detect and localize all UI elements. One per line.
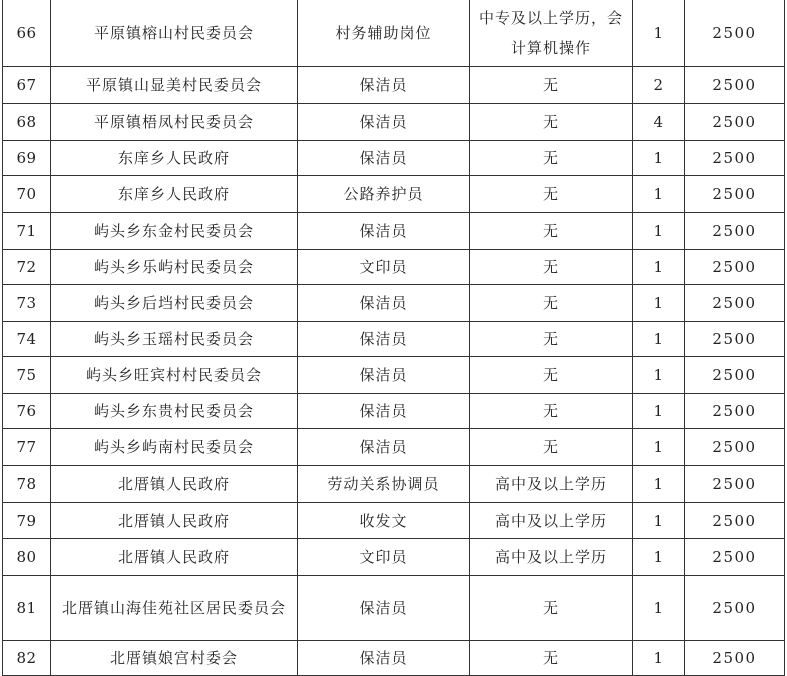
cell-requirement: 无	[470, 104, 633, 141]
cell-salary: 2500	[685, 285, 785, 322]
table-row	[3, 104, 785, 141]
cell-number: 66	[3, 0, 51, 67]
cell-requirement: 无	[470, 357, 633, 394]
cell-position: 保洁员	[298, 67, 470, 104]
cell-number: 76	[3, 394, 51, 429]
cell-position: 文印员	[298, 539, 470, 576]
cell-requirement: 无	[470, 67, 633, 104]
cell-salary: 2500	[685, 176, 785, 213]
cell-position: 保洁员	[298, 141, 470, 176]
cell-count: 1	[633, 176, 685, 213]
cell-position: 村务辅助岗位	[298, 0, 470, 67]
cell-requirement: 无	[470, 576, 633, 641]
cell-salary: 2500	[685, 394, 785, 429]
cell-number: 79	[3, 503, 51, 539]
cell-requirement: 无	[470, 250, 633, 285]
cell-unit: 平原镇山显美村民委员会	[51, 67, 298, 104]
cell-unit: 北厝镇人民政府	[51, 539, 298, 576]
cell-salary: 2500	[685, 357, 785, 394]
cell-unit: 屿头乡东金村民委员会	[51, 213, 298, 250]
cell-position: 文印员	[298, 250, 470, 285]
recruitment-table	[2, 0, 785, 676]
cell-requirement: 高中及以上学历	[470, 539, 633, 576]
cell-count: 1	[633, 394, 685, 429]
cell-position: 保洁员	[298, 357, 470, 394]
cell-requirement: 无	[470, 213, 633, 250]
cell-requirement: 中专及以上学历，会计算机操作	[470, 0, 633, 67]
cell-number: 82	[3, 641, 51, 676]
table-row	[3, 576, 785, 641]
cell-salary: 2500	[685, 429, 785, 466]
cell-salary: 2500	[685, 576, 785, 641]
cell-requirement: 无	[470, 394, 633, 429]
table-row	[3, 503, 785, 539]
cell-position: 保洁员	[298, 322, 470, 357]
cell-position: 保洁员	[298, 285, 470, 322]
cell-count: 1	[633, 0, 685, 67]
table-body	[3, 0, 785, 676]
cell-salary: 2500	[685, 503, 785, 539]
cell-count: 1	[633, 503, 685, 539]
cell-unit: 东庠乡人民政府	[51, 176, 298, 213]
cell-position: 保洁员	[298, 213, 470, 250]
cell-number: 68	[3, 104, 51, 141]
table-row	[3, 429, 785, 466]
cell-salary: 2500	[685, 67, 785, 104]
cell-position: 保洁员	[298, 576, 470, 641]
cell-requirement: 无	[470, 429, 633, 466]
cell-position: 劳动关系协调员	[298, 466, 470, 503]
cell-number: 71	[3, 213, 51, 250]
cell-salary: 2500	[685, 250, 785, 285]
cell-unit: 屿头乡屿南村民委员会	[51, 429, 298, 466]
cell-unit: 屿头乡旺宾村村民委员会	[51, 357, 298, 394]
table-row	[3, 213, 785, 250]
table-row	[3, 176, 785, 213]
cell-number: 70	[3, 176, 51, 213]
table-row	[3, 322, 785, 357]
cell-count: 4	[633, 104, 685, 141]
cell-count: 1	[633, 322, 685, 357]
cell-count: 2	[633, 67, 685, 104]
table-row	[3, 357, 785, 394]
cell-number: 72	[3, 250, 51, 285]
table-row	[3, 141, 785, 176]
cell-count: 1	[633, 213, 685, 250]
table-row	[3, 250, 785, 285]
cell-salary: 2500	[685, 0, 785, 67]
cell-number: 73	[3, 285, 51, 322]
cell-salary: 2500	[685, 141, 785, 176]
cell-position: 公路养护员	[298, 176, 470, 213]
cell-requirement: 无	[470, 176, 633, 213]
cell-requirement: 高中及以上学历	[470, 503, 633, 539]
cell-unit: 屿头乡乐屿村民委员会	[51, 250, 298, 285]
cell-requirement: 高中及以上学历	[470, 466, 633, 503]
table-row	[3, 285, 785, 322]
cell-salary: 2500	[685, 322, 785, 357]
cell-unit: 屿头乡后垱村民委员会	[51, 285, 298, 322]
cell-position: 收发文	[298, 503, 470, 539]
cell-salary: 2500	[685, 641, 785, 676]
table-row	[3, 0, 785, 67]
cell-salary: 2500	[685, 539, 785, 576]
cell-requirement: 无	[470, 322, 633, 357]
cell-unit: 北厝镇人民政府	[51, 466, 298, 503]
table-row	[3, 394, 785, 429]
cell-count: 1	[633, 641, 685, 676]
cell-salary: 2500	[685, 213, 785, 250]
cell-unit: 屿头乡东贵村民委员会	[51, 394, 298, 429]
cell-count: 1	[633, 576, 685, 641]
cell-position: 保洁员	[298, 641, 470, 676]
cell-number: 69	[3, 141, 51, 176]
cell-number: 81	[3, 576, 51, 641]
cell-count: 1	[633, 466, 685, 503]
cell-requirement: 无	[470, 641, 633, 676]
cell-position: 保洁员	[298, 429, 470, 466]
cell-count: 1	[633, 357, 685, 394]
cell-position: 保洁员	[298, 394, 470, 429]
cell-number: 75	[3, 357, 51, 394]
cell-number: 80	[3, 539, 51, 576]
cell-unit: 屿头乡玉瑶村民委员会	[51, 322, 298, 357]
cell-unit: 北厝镇山海佳苑社区居民委员会	[51, 576, 298, 641]
cell-unit: 北厝镇娘宫村委会	[51, 641, 298, 676]
cell-unit: 平原镇榕山村民委员会	[51, 0, 298, 67]
table-row	[3, 67, 785, 104]
cell-count: 1	[633, 429, 685, 466]
cell-count: 1	[633, 250, 685, 285]
table-row	[3, 641, 785, 676]
cell-count: 1	[633, 141, 685, 176]
cell-salary: 2500	[685, 466, 785, 503]
cell-requirement: 无	[470, 285, 633, 322]
cell-salary: 2500	[685, 104, 785, 141]
cell-number: 78	[3, 466, 51, 503]
cell-requirement: 无	[470, 141, 633, 176]
cell-number: 74	[3, 322, 51, 357]
cell-number: 77	[3, 429, 51, 466]
cell-count: 1	[633, 539, 685, 576]
cell-unit: 东庠乡人民政府	[51, 141, 298, 176]
cell-unit: 北厝镇人民政府	[51, 503, 298, 539]
table-row	[3, 539, 785, 576]
cell-unit: 平原镇梧凤村民委员会	[51, 104, 298, 141]
cell-position: 保洁员	[298, 104, 470, 141]
table-row	[3, 466, 785, 503]
cell-number: 67	[3, 67, 51, 104]
cell-count: 1	[633, 285, 685, 322]
